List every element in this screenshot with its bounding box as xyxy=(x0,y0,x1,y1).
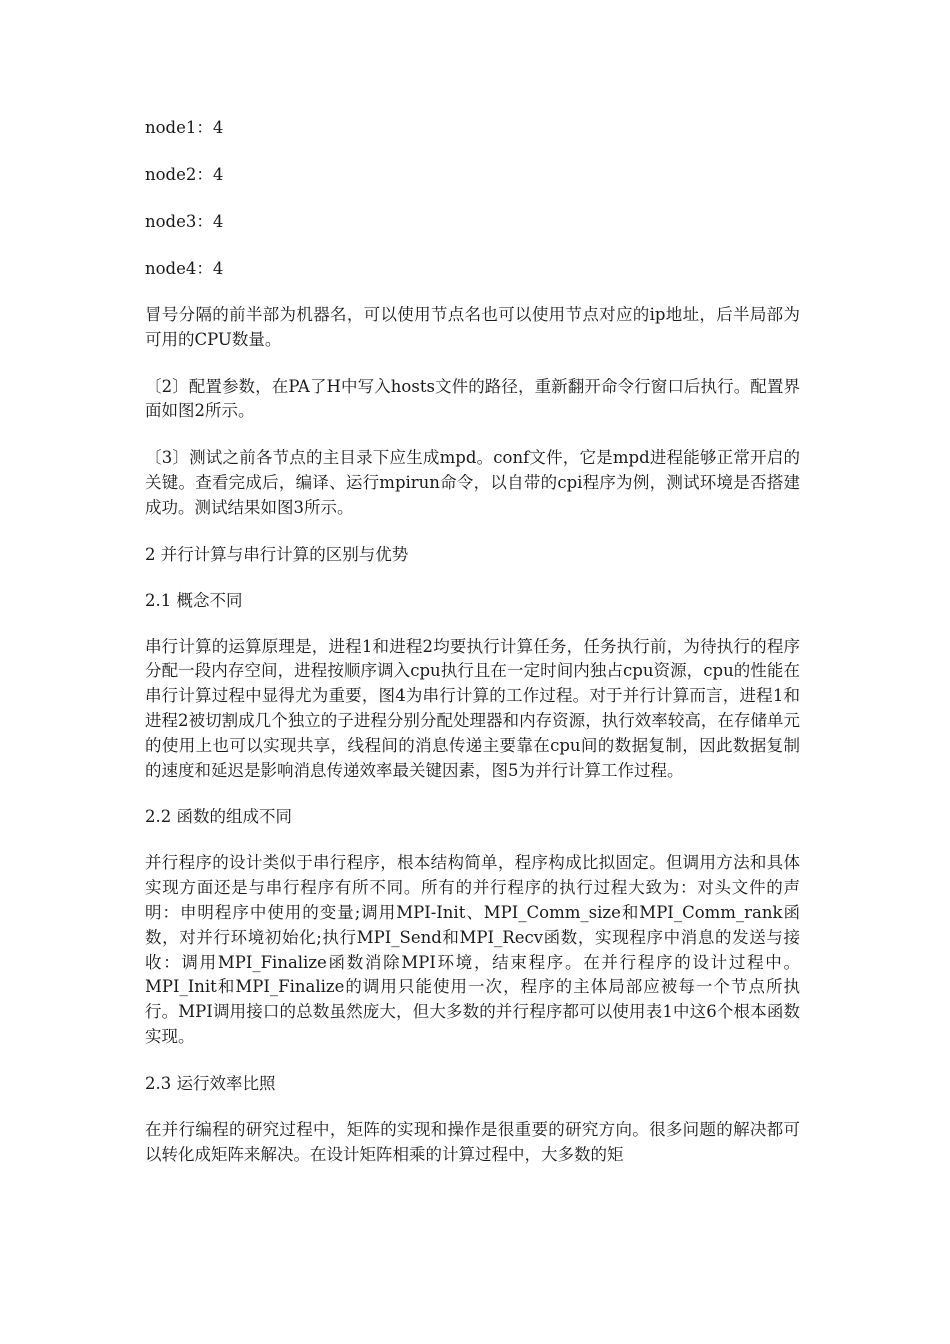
section-2-1-body: 串行计算的运算原理是，进程1和进程2均要执行计算任务，任务执行前，为待执行的程序分配一段内存空间，进程按顺序调入cpu执行且在一定时间内独占cpu资源，cpu的性能在串行计算过程中显得尤为重要，图4为串行计算的工作过程。对于并行计算而言，进程1和进程2被切割成几个独立的子进程分别分配处理器和内存资源，执行效率较高，在存储单元的使用上也可以实现共享，线程间的消息传递主要靠在cpu间的数据复制，因此数据复制的速度和延迟是影响消息传递效率最关键因素，图5为并行计算工作过程。 xyxy=(145,636,800,780)
section-2-3-heading: 2.3 运行效率比照 xyxy=(145,1073,276,1093)
section-2-1-heading: 2.1 概念不同 xyxy=(145,590,243,610)
colon-note-paragraph: 冒号分隔的前半部为机器名，可以使用节点名也可以使用节点对应的ip地址，后半局部为可用的CPU数量。 xyxy=(145,305,800,349)
node-config-line: node3：4 xyxy=(145,212,224,231)
node-config-line: node4：4 xyxy=(145,259,224,278)
section-2-3-body: 在并行编程的研究过程中，矩阵的实现和操作是很重要的研究方向。很多问题的解决都可以转化成矩阵来解决。在设计矩阵相乘的计算过程中，大多数的矩 xyxy=(145,1119,800,1164)
node-config-line: node2：4 xyxy=(145,165,224,184)
document-body xyxy=(145,116,810,1189)
section-2-2-heading: 2.2 函数的组成不同 xyxy=(145,807,292,827)
step2-paragraph: 〔2〕配置参数，在PA了H中写入hosts文件的路径，重新翻开命令行窗口后执行。配置界面如图2所示。 xyxy=(145,376,800,421)
step3-paragraph: 〔3〕测试之前各节点的主目录下应生成mpd。conf文件，它是mpd进程能够正常开启的关键。查看完成后，编译、运行mpirun命令，以自带的cpi程序为例，测试环境是否搭建成功。测试结果如图3所示。 xyxy=(145,448,800,517)
section-2-heading: 2 并行计算与串行计算的区别与优势 xyxy=(145,544,409,564)
section-2-2-body: 并行程序的设计类似于串行程序，根本结构简单，程序构成比拟固定。但调用方法和具体实现方面还是与串行程序有所不同。所有的并行程序的执行过程大致为：对头文件的声明：申明程序中使用的变量;调用MPI-Init、MPI_Comm_size和MPI_Comm_rank函数，对并行环境初始化;执行MPI_Send和MPI_Recv函数，实现程序中消息的发送与接收：调用MPI_Finalize函数消除MPI环境，结束程序。在并行程序的设计过程中。MPI_Init和MPI_Finalize的调用只能使用一次，程序的主体局部应被每一个节点所执行。MPI调用接口的总数虽然庞大，但大多数的并行程序都可以使用表1中这6个根本函数实现。 xyxy=(145,853,800,1046)
node-config-line: node1：4 xyxy=(145,118,224,137)
